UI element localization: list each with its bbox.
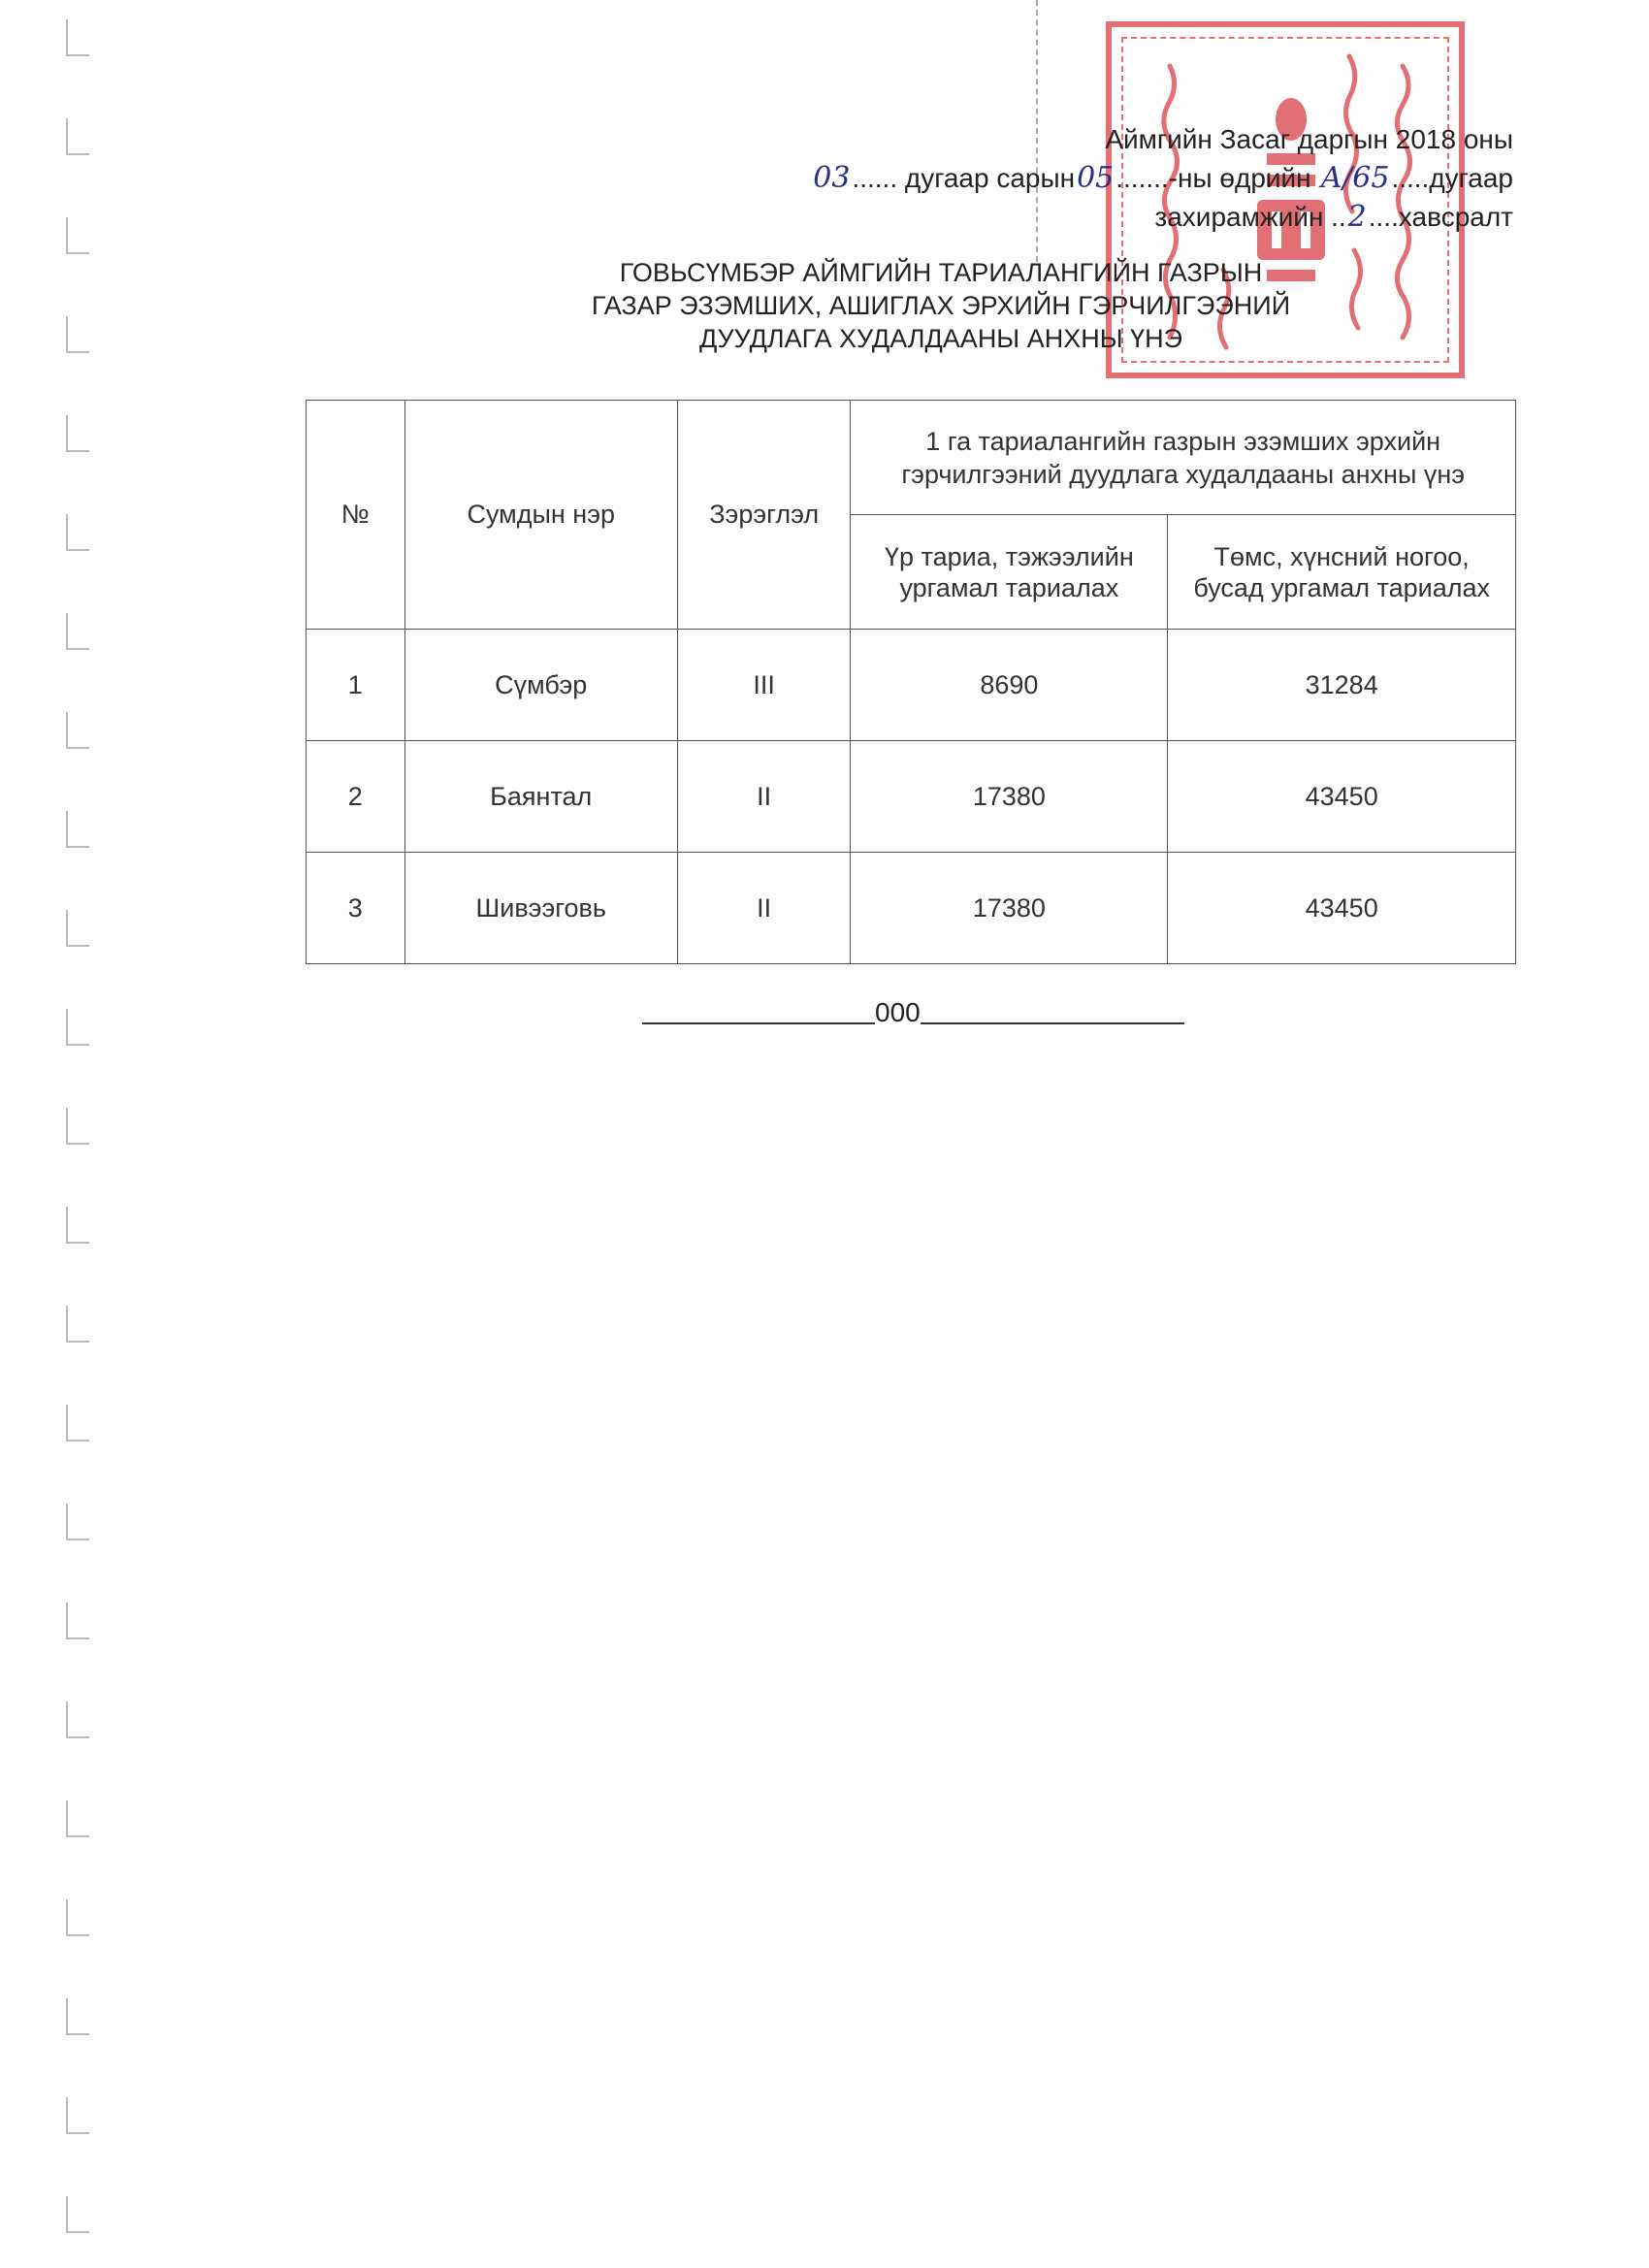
dots: .. [1331, 202, 1346, 232]
col-header-soum-name: Сумдын нэр [404, 401, 677, 630]
binder-hole [66, 1306, 89, 1343]
cell-soum-name: Баянтал [404, 741, 677, 853]
binder-hole [66, 1108, 89, 1145]
number-label: дугаар [1429, 163, 1513, 193]
cell-soum-name: Сүмбэр [404, 630, 677, 741]
col-header-number: № [307, 401, 405, 630]
group-header-line-2: гэрчилгээний дуудлага худалдааны анхны үнэ [901, 459, 1466, 489]
binder-hole [66, 415, 89, 452]
decree-line-2 [811, 159, 1513, 198]
col-header-group-price [851, 401, 1516, 515]
month-label: дугаар сарын [904, 163, 1076, 193]
price-table [306, 400, 1516, 964]
col-header-grain [851, 515, 1168, 630]
binder-hole [66, 1207, 89, 1244]
cell-rank: II [677, 741, 850, 853]
binder-hole [66, 1701, 89, 1738]
day-label: -ны өдрийн [1168, 163, 1311, 193]
cell-number: 2 [307, 741, 405, 853]
binder-hole [66, 1800, 89, 1837]
veg-header-line-2: бусад ургамал тариалах [1193, 572, 1490, 602]
title-line-3: ДУУДЛАГА ХУДАЛДААНЫ АНХНЫ ҮНЭ [698, 324, 1183, 353]
col-header-vegetable [1168, 515, 1516, 630]
footer-rule-left [642, 1022, 875, 1024]
binder-hole [66, 1009, 89, 1046]
table-row [307, 630, 1516, 741]
title-line-2: ГАЗАР ЭЗЭМШИХ, АШИГЛАХ ЭРХИЙН ГЭРЧИЛГЭЭНИЙ [591, 291, 1291, 320]
decree-line-1: Аймгийн Засаг даргын 2018 оны [1105, 124, 1513, 154]
cell-rank: II [677, 853, 850, 964]
handwritten-day: 05 [1077, 161, 1115, 195]
binder-hole [66, 217, 89, 254]
cell-veg-price: 31284 [1168, 630, 1516, 741]
cell-grain-price: 8690 [851, 630, 1168, 741]
binder-hole [66, 910, 89, 947]
dots: ....... [1116, 163, 1169, 193]
binder-hole [66, 1405, 89, 1442]
binder-hole [66, 613, 89, 650]
table-row [307, 741, 1516, 853]
cell-veg-price: 43450 [1168, 741, 1516, 853]
binder-hole [66, 2097, 89, 2134]
binder-hole [66, 811, 89, 848]
binder-hole [66, 1899, 89, 1936]
end-of-document-mark [642, 997, 1184, 1028]
cell-grain-price: 17380 [851, 741, 1168, 853]
binder-hole [66, 1504, 89, 1540]
cell-soum-name: Шивээговь [404, 853, 677, 964]
binder-hole [66, 1998, 89, 2035]
dots: ...... [852, 163, 898, 193]
dots: .... [1368, 202, 1399, 232]
binder-hole [66, 2196, 89, 2233]
table-row [307, 853, 1516, 964]
binder-hole [66, 1603, 89, 1639]
cell-number: 1 [307, 630, 405, 741]
binder-hole [66, 712, 89, 749]
veg-header-line-1: Төмс, хүнсний ногоо, [1213, 541, 1470, 571]
cell-number: 3 [307, 853, 405, 964]
decree-reference [811, 120, 1513, 237]
handwritten-appendix: 2 [1347, 200, 1367, 234]
grain-header-line-2: ургамал тариалах [899, 572, 1119, 602]
decree-label: захирамжийн [1154, 202, 1324, 232]
binder-hole [66, 118, 89, 155]
cell-grain-price: 17380 [851, 853, 1168, 964]
footer-mark-text: 000 [875, 997, 921, 1027]
cell-veg-price: 43450 [1168, 853, 1516, 964]
binder-hole [66, 316, 89, 353]
handwritten-month: 03 [813, 161, 851, 195]
group-header-line-1: 1 га тариалангийн газрын эзэмших эрхийн [925, 426, 1441, 456]
cell-rank: III [677, 630, 850, 741]
binder-margin [39, 0, 107, 2268]
document-title [543, 256, 1339, 355]
footer-rule-right [921, 1022, 1184, 1024]
appendix-label: хавсралт [1398, 202, 1513, 232]
col-header-rank: Зэрэглэл [677, 401, 850, 630]
binder-hole [66, 19, 89, 56]
decree-line-3 [811, 198, 1513, 237]
dots: ..... [1391, 163, 1430, 193]
handwritten-number: А/65 [1320, 161, 1390, 195]
binder-hole [66, 514, 89, 551]
grain-header-line-1: Үр тариа, тэжээлийн [885, 541, 1134, 571]
title-line-1: ГОВЬСҮМБЭР АЙМГИЙН ТАРИАЛАНГИЙН ГАЗРЫН [619, 258, 1263, 287]
table-header-row [307, 401, 1516, 515]
